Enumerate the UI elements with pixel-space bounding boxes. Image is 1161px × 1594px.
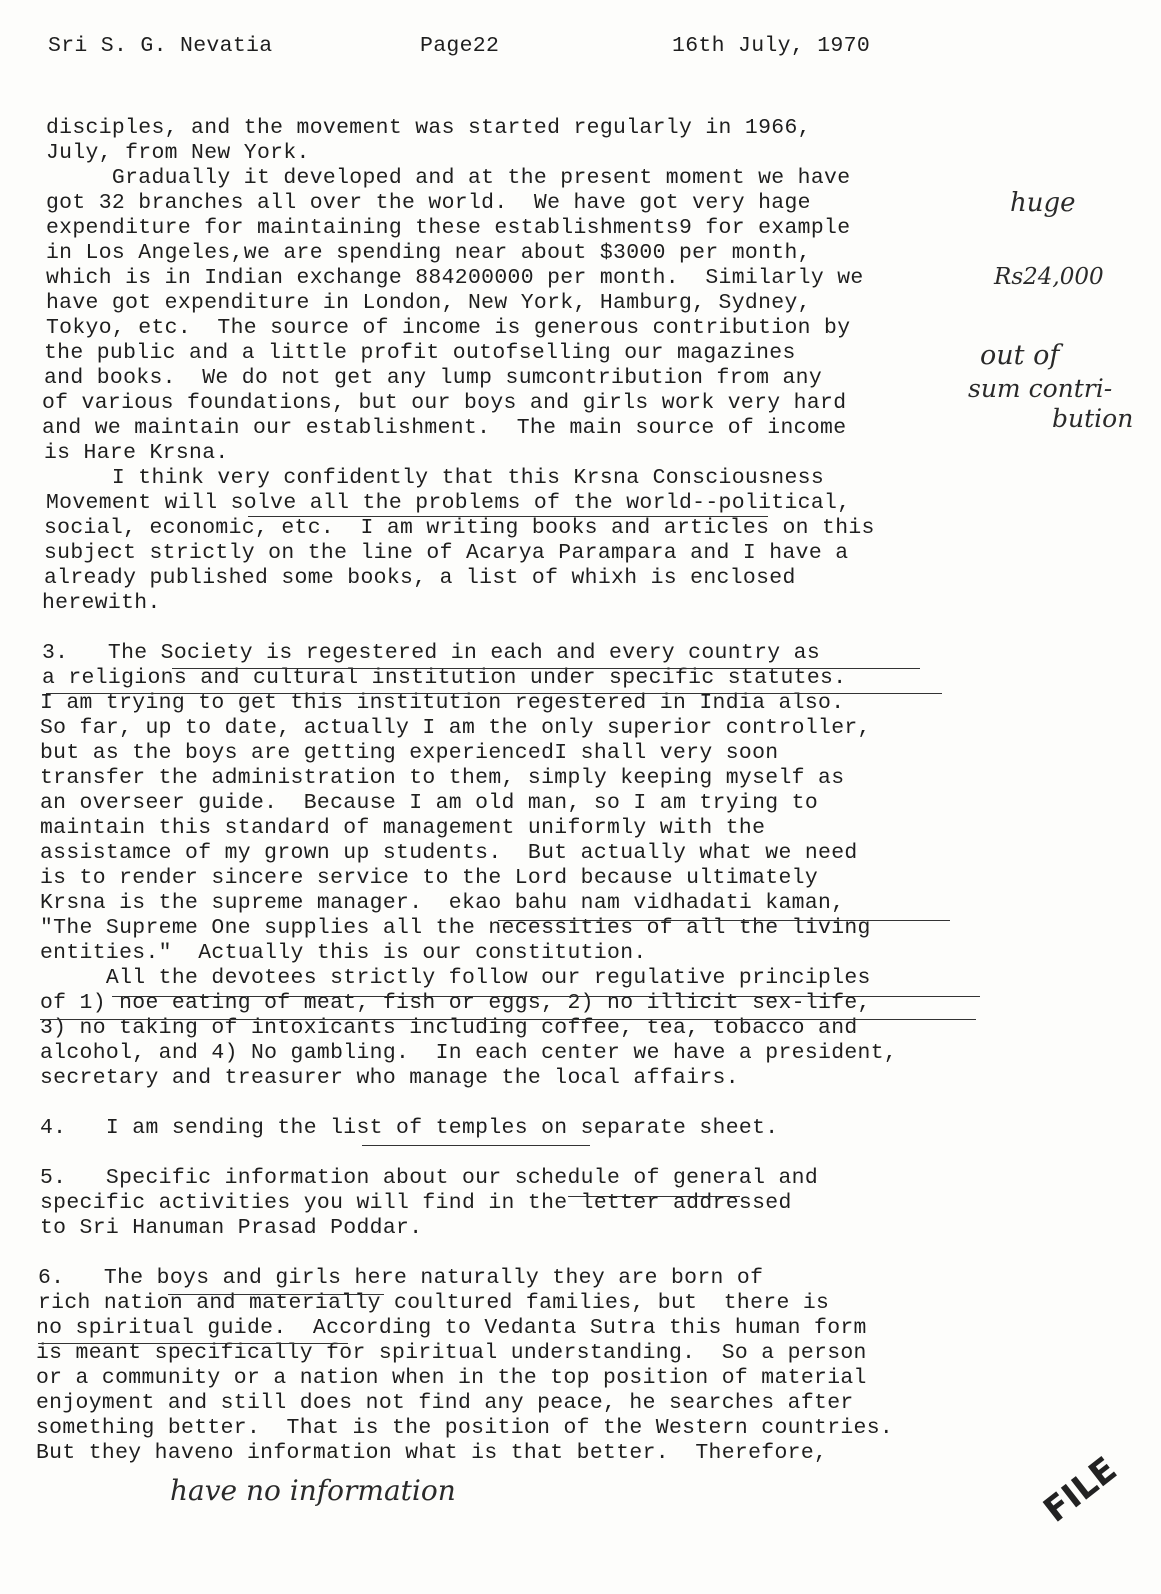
handwritten-note-huge: huge <box>1010 188 1076 218</box>
underline <box>498 920 950 921</box>
underline <box>112 996 980 997</box>
text-line: is Hare Krsna. <box>44 441 229 465</box>
text-line: to Sri Hanuman Prasad Poddar. <box>40 1216 423 1240</box>
text-line: and books. We do not get any lump sumcontribution from any <box>44 366 823 390</box>
underline <box>362 1145 590 1146</box>
text-line: which is in Indian exchange 884200000 per month. Similarly we <box>46 266 864 290</box>
text-line: All the devotees strictly follow our regulative principles <box>40 966 871 990</box>
text-line: rich nation and materially coultured families, but there is <box>38 1291 830 1315</box>
text-line: secretary and treasurer who manage the local affairs. <box>40 1066 739 1090</box>
text-line: July, from New York. <box>46 141 310 165</box>
text-line: transfer the administration to them, simply keeping myself as <box>40 766 845 790</box>
text-line: of 1) noe eating of meat, fish or eggs, 2) no illicit sex-life, <box>40 991 871 1015</box>
text-line: 6. The boys and girls here naturally they are born of <box>38 1266 764 1290</box>
text-line: and we maintain our establishment. The main source of income <box>42 416 847 440</box>
text-line: So far, up to date, actually I am the only superior controller, <box>40 716 871 740</box>
text-line: have got expenditure in London, New York, Hamburg, Sydney, <box>46 291 811 315</box>
text-line: got 32 branches all over the world. We have got very hage <box>46 191 811 215</box>
handwritten-note-bution: bution <box>1052 404 1134 433</box>
text-line: is to render sincere service to the Lord because ultimately <box>40 866 819 890</box>
underline <box>568 1196 740 1197</box>
text-line: Krsna is the supreme manager. ekao bahu nam vidhadati kaman, <box>40 891 845 915</box>
text-line: Gradually it developed and at the present moment we have <box>46 166 851 190</box>
text-line: Tokyo, etc. The source of income is generous contribution by <box>46 316 851 340</box>
text-line: But they haveno information what is that better. Therefore, <box>36 1441 828 1465</box>
text-line: I think very confidently that this Krsna Consciousness <box>46 466 825 490</box>
text-line: expenditure for maintaining these establishments9 for example <box>46 216 851 240</box>
handwritten-note-have-no-information: have no information <box>170 1474 456 1507</box>
text-line: "The Supreme One supplies all the necessities of all the living <box>40 916 871 940</box>
text-line: enjoyment and still does not find any peace, he searches after <box>36 1391 854 1415</box>
text-line: but as the boys are getting experiencedI shall very soon <box>40 741 779 765</box>
underline <box>172 668 920 669</box>
text-line: entities." Actually this is our constitution. <box>40 941 647 965</box>
text-line: the public and a little profit outofselling our magazines <box>44 341 796 365</box>
text-line: an overseer guide. Because I am old man, so I am trying to <box>40 791 819 815</box>
text-line: 3) no taking of intoxicants including coffee, tea, tobacco and <box>40 1016 858 1040</box>
underline <box>248 516 768 517</box>
text-line: Movement will solve all the problems of the world--political, <box>46 491 851 515</box>
text-line: alcohol, and 4) No gambling. In each center we have a president, <box>40 1041 898 1065</box>
text-line: I am trying to get this institution regestered in India also. <box>40 691 845 715</box>
handwritten-note-rupees: Rs24,000 <box>994 264 1104 290</box>
underline <box>46 693 942 694</box>
underline <box>38 1343 348 1344</box>
text-line: 5. Specific information about our schedule of general and <box>40 1166 819 1190</box>
text-line: 4. I am sending the list of temples on separate sheet. <box>40 1116 779 1140</box>
header-date: 16th July, 1970 <box>672 34 871 58</box>
text-line: already published some books, a list of whixh is enclosed <box>44 566 796 590</box>
text-line: social, economic, etc. I am writing books and articles on this <box>44 516 875 540</box>
text-line: or a community or a nation when in the top position of material <box>36 1366 867 1390</box>
text-line: a religions and cultural institution under specific statutes. <box>42 666 847 690</box>
text-line: is meant specifically for spiritual understanding. So a person <box>36 1341 867 1365</box>
underline <box>40 1019 976 1020</box>
text-line: of various foundations, but our boys and girls work very hard <box>42 391 847 415</box>
text-line: maintain this standard of management uniformly with the <box>40 816 766 840</box>
handwritten-note-sum-contri: sum contri- <box>968 374 1113 403</box>
text-line: no spiritual guide. According to Vedanta Sutra this human form <box>36 1316 867 1340</box>
text-line: specific activities you will find in the letter addressed <box>40 1191 792 1215</box>
text-line: 3. The Society is regestered in each and every country as <box>42 641 821 665</box>
text-line: assistamce of my grown up students. But actually what we need <box>40 841 858 865</box>
text-line: herewith. <box>42 591 161 615</box>
text-line: in Los Angeles,we are spending near about $3000 per month, <box>46 241 811 265</box>
text-line: disciples, and the movement was started regularly in 1966, <box>46 116 811 140</box>
handwritten-note-out-of: out of <box>980 340 1060 371</box>
file-stamp: FILE <box>1036 1449 1125 1531</box>
text-line: something better. That is the position of the Western countries. <box>36 1416 894 1440</box>
text-line: subject strictly on the line of Acarya Parampara and I have a <box>44 541 849 565</box>
header-page-number: Page22 <box>420 34 500 58</box>
header-recipient: Sri S. G. Nevatia <box>48 34 273 58</box>
underline <box>168 1294 384 1295</box>
